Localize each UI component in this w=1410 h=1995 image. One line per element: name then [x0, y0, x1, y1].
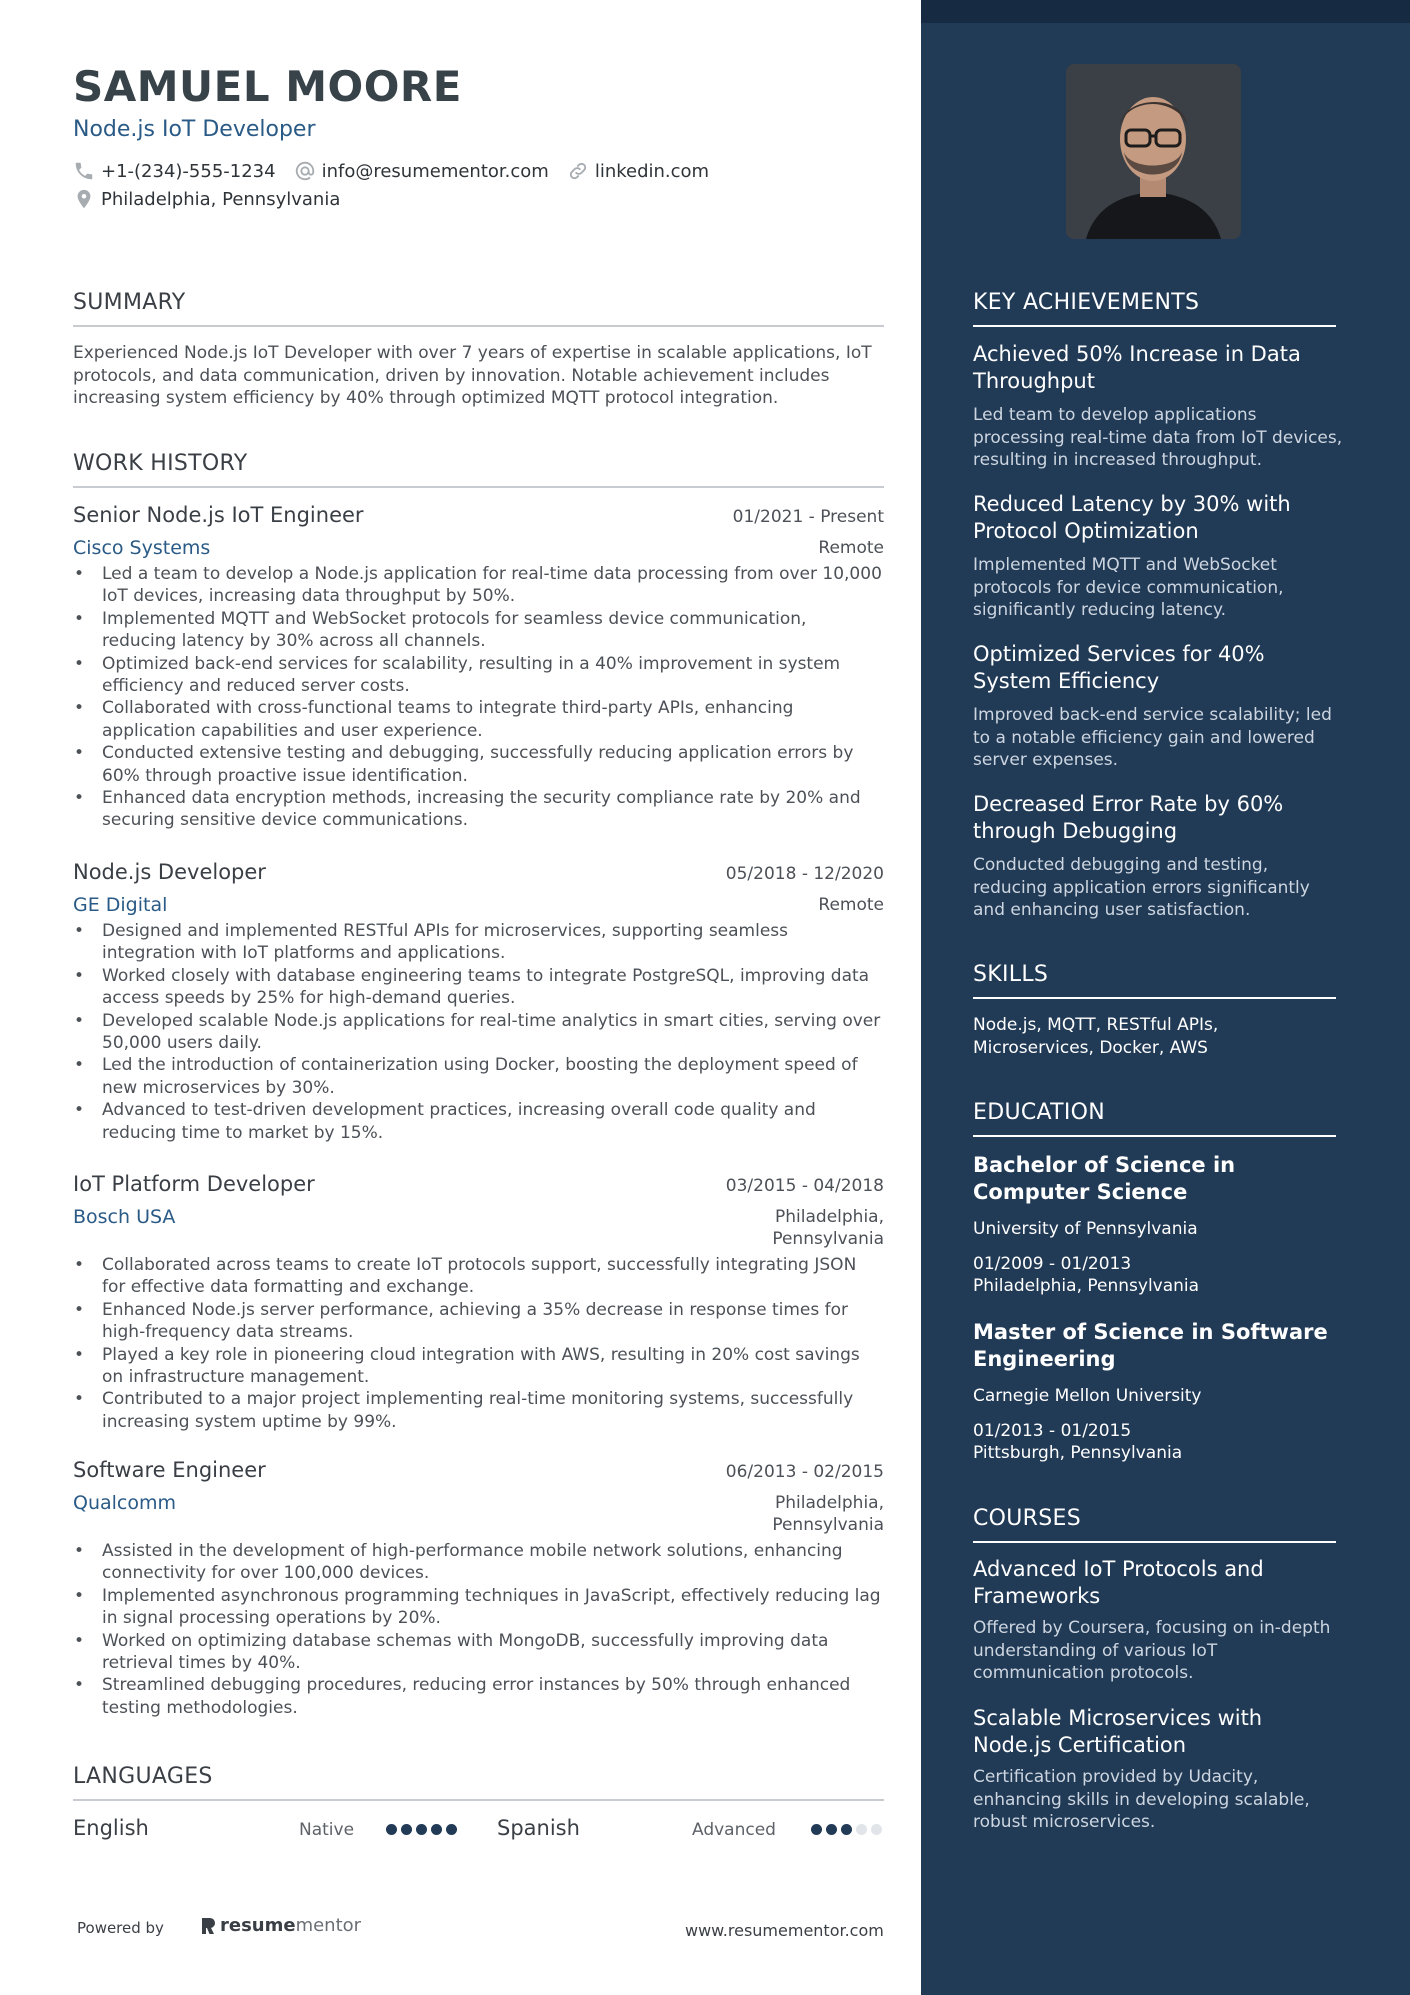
job-entry	[73, 860, 884, 1144]
job-bullets	[73, 1254, 884, 1433]
achievement-text: Implemented MQTT and WebSocket protocols for device communication, significantly reducing latency.	[973, 555, 1284, 620]
course-text: Offered by Coursera, focusing on in-depth understanding of various IoT communication protocols.	[973, 1618, 1331, 1683]
at-icon	[294, 160, 316, 182]
achievement-title: Achieved 50% Increase in Data Throughput	[973, 342, 1301, 393]
footer-url[interactable]: www.resumementor.com	[685, 1921, 884, 1940]
language-level: Native	[299, 1820, 355, 1840]
language-rating	[386, 1824, 457, 1835]
achievement-text: Conducted debugging and testing, reducing application errors significantly and enhancing user satisfaction.	[973, 855, 1310, 920]
linkedin-text: linkedin.com	[594, 160, 710, 182]
job-bullet: • Contributed to a major project implementing real-time monitoring systems, successfully increasing system uptime by 99%.	[73, 1388, 884, 1433]
sidebar-top-bar	[921, 0, 1410, 23]
work-history-heading: WORK HISTORY	[73, 451, 884, 488]
location-text: Philadelphia, Pennsylvania	[101, 188, 341, 210]
job-location-line: Pennsylvania	[772, 1515, 884, 1535]
job-title: Node.js Developer	[73, 860, 266, 884]
language-level: Advanced	[692, 1820, 776, 1840]
rating-dot-filled	[386, 1824, 397, 1835]
skills-text: Node.js, MQTT, RESTful APIs, Microservices, Docker, AWS	[973, 1015, 1219, 1058]
job-bullets	[73, 563, 884, 832]
education-location: Philadelphia, Pennsylvania	[973, 1276, 1200, 1296]
education-degree: Bachelor of Science in Computer Science	[973, 1153, 1236, 1204]
education-location: Pittsburgh, Pennsylvania	[973, 1443, 1183, 1463]
achievements-heading: KEY ACHIEVEMENTS	[973, 290, 1336, 327]
job-bullet: • Implemented asynchronous programming techniques in JavaScript, effectively reducing lag in signal processing operations by 20%.	[73, 1585, 884, 1630]
contact-row-2	[73, 188, 358, 210]
job-location-line: Philadelphia,	[775, 1207, 884, 1227]
rating-dot-filled	[826, 1824, 837, 1835]
rating-dot-empty	[871, 1824, 882, 1835]
job-bullet: • Enhanced Node.js server performance, achieving a 35% decrease in response times for high-frequency data streams.	[73, 1299, 884, 1344]
job-bullets	[73, 920, 884, 1144]
candidate-role: Node.js IoT Developer	[73, 117, 316, 142]
language-name: English	[73, 1816, 149, 1840]
achievement-title: Reduced Latency by 30% with Protocol Optimization	[973, 492, 1291, 543]
contact-row	[73, 160, 727, 182]
job-bullet: • Advanced to test-driven development practices, increasing overall code quality and reducing time to market by 15%.	[73, 1099, 884, 1144]
skills-heading: SKILLS	[973, 962, 1336, 999]
contact-linkedin[interactable]	[567, 160, 709, 182]
job-bullet: • Designed and implemented RESTful APIs for microservices, supporting seamless integration with IoT platforms and applications.	[73, 920, 884, 965]
languages-heading: LANGUAGES	[73, 1764, 884, 1801]
summary-text: Experienced Node.js IoT Developer with over 7 years of expertise in scalable applications, IoT protocols, and data communication, driven by innovation. Notable achievement includes increasing system efficiency by 40% through optimized MQTT protocol integration.	[73, 343, 872, 408]
language-rating	[811, 1824, 882, 1835]
job-bullet: • Worked on optimizing database schemas with MongoDB, successfully improving data retrieval times by 40%.	[73, 1630, 884, 1675]
job-company: Bosch USA	[73, 1206, 176, 1228]
contact-location	[73, 188, 340, 210]
logo-text-bold: resume	[220, 1915, 296, 1936]
achievement-title: Decreased Error Rate by 60% through Debugging	[973, 792, 1284, 843]
resumementor-logo-icon	[200, 1916, 216, 1936]
resumementor-logo[interactable]	[200, 1915, 361, 1936]
job-title: Software Engineer	[73, 1458, 266, 1482]
summary-heading: SUMMARY	[73, 290, 884, 327]
phone-text: +1-(234)-555-1234	[101, 160, 276, 182]
logo-text-light: mentor	[295, 1915, 362, 1936]
job-entry	[73, 1458, 884, 1719]
job-date: 05/2018 - 12/2020	[725, 864, 884, 884]
rating-dot-filled	[416, 1824, 427, 1835]
job-location	[772, 1492, 884, 1536]
job-bullet: • Streamlined debugging procedures, reducing error instances by 50% through enhanced testing methodologies.	[73, 1674, 884, 1719]
education-date: 01/2013 - 01/2015	[973, 1421, 1132, 1441]
rating-dot-filled	[841, 1824, 852, 1835]
candidate-name: SAMUEL MOORE	[73, 62, 462, 111]
job-bullet: • Implemented MQTT and WebSocket protocols for seamless device communication, reducing latency by 30% across all channels.	[73, 608, 884, 653]
job-location: Remote	[818, 895, 884, 915]
education-school: Carnegie Mellon University	[973, 1386, 1202, 1406]
job-bullet: • Worked closely with database engineering teams to integrate PostgreSQL, improving data access speeds by 25% for high-demand queries.	[73, 965, 884, 1010]
job-location	[772, 1206, 884, 1250]
job-company: Cisco Systems	[73, 537, 211, 559]
job-company: GE Digital	[73, 894, 168, 916]
rating-dot-filled	[401, 1824, 412, 1835]
job-bullet: • Led the introduction of containerization using Docker, boosting the deployment speed of new microservices by 30%.	[73, 1054, 884, 1099]
location-pin-icon	[73, 188, 95, 210]
job-bullet: • Collaborated across teams to create IoT protocols support, successfully integrating JSON for effective data formatting and exchange.	[73, 1254, 884, 1299]
job-entry	[73, 1172, 884, 1433]
languages-row	[73, 1816, 884, 1846]
job-location-line: Philadelphia,	[775, 1493, 884, 1513]
contact-phone[interactable]	[73, 160, 276, 182]
courses-heading: COURSES	[973, 1506, 1336, 1543]
job-bullet: • Developed scalable Node.js applications for real-time analytics in smart cities, serving over 50,000 users daily.	[73, 1010, 884, 1055]
rating-dot-filled	[446, 1824, 457, 1835]
powered-by-text: Powered by	[77, 1919, 164, 1937]
job-date: 01/2021 - Present	[732, 507, 884, 527]
course-title: Scalable Microservices with Node.js Certification	[973, 1706, 1263, 1757]
achievement-text: Improved back-end service scalability; led to a notable efficiency gain and lowered server expenses.	[973, 705, 1332, 770]
education-date: 01/2009 - 01/2013	[973, 1254, 1132, 1274]
job-date: 06/2013 - 02/2015	[725, 1462, 884, 1482]
job-bullet: • Collaborated with cross-functional teams to integrate third-party APIs, enhancing application capabilities and user experience.	[73, 697, 884, 742]
job-bullet: • Led a team to develop a Node.js application for real-time data processing from over 10,000 IoT devices, increasing data throughput by 50%.	[73, 563, 884, 608]
rating-dot-filled	[431, 1824, 442, 1835]
job-bullet: • Assisted in the development of high-performance mobile network solutions, enhancing connectivity for over 100,000 devices.	[73, 1540, 884, 1585]
phone-icon	[73, 160, 95, 182]
link-icon	[567, 160, 589, 182]
rating-dot-empty	[856, 1824, 867, 1835]
job-bullet: • Optimized back-end services for scalability, resulting in a 40% improvement in system efficiency and reduced server costs.	[73, 653, 884, 698]
job-location: Remote	[818, 538, 884, 558]
contact-email[interactable]	[294, 160, 549, 182]
achievement-text: Led team to develop applications processing real-time data from IoT devices, resulting in increased throughput.	[973, 405, 1343, 470]
education-degree: Master of Science in Software Engineering	[973, 1320, 1328, 1371]
job-bullet: • Played a key role in pioneering cloud integration with AWS, resulting in 20% cost savings on infrastructure management.	[73, 1344, 884, 1389]
job-company: Qualcomm	[73, 1492, 177, 1514]
achievement-title: Optimized Services for 40% System Efficiency	[973, 642, 1265, 693]
job-bullet: • Enhanced data encryption methods, increasing the security compliance rate by 20% and securing sensitive device communications.	[73, 787, 884, 832]
job-bullets	[73, 1540, 884, 1719]
job-date: 03/2015 - 04/2018	[725, 1176, 884, 1196]
email-text: info@resumementor.com	[321, 160, 549, 182]
language-name: Spanish	[497, 1816, 580, 1840]
education-heading: EDUCATION	[973, 1100, 1336, 1137]
course-title: Advanced IoT Protocols and Frameworks	[973, 1557, 1264, 1608]
education-school: University of Pennsylvania	[973, 1219, 1198, 1239]
job-title: IoT Platform Developer	[73, 1172, 315, 1196]
course-text: Certification provided by Udacity, enhancing skills in developing scalable, robust microservices.	[973, 1767, 1310, 1832]
job-entry	[73, 503, 884, 832]
profile-photo-illustration	[1066, 64, 1241, 239]
profile-photo	[1066, 64, 1241, 239]
job-bullet: • Conducted extensive testing and debugging, successfully reducing application errors by 60% through proactive issue identification.	[73, 742, 884, 787]
job-title: Senior Node.js IoT Engineer	[73, 503, 364, 527]
job-location-line: Pennsylvania	[772, 1229, 884, 1249]
rating-dot-filled	[811, 1824, 822, 1835]
